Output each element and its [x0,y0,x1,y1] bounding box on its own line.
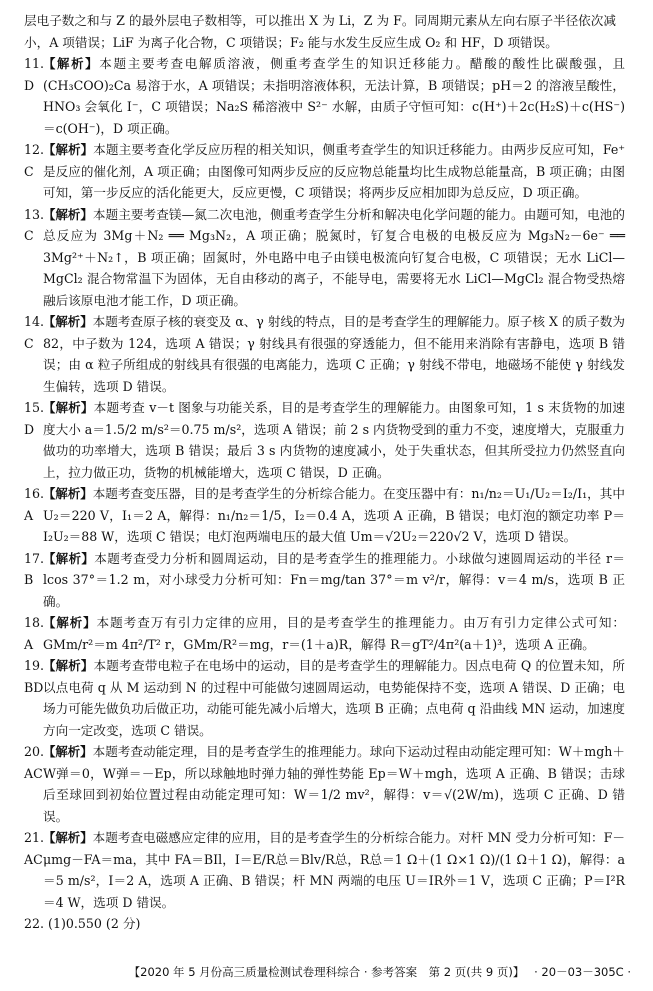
item-text: 本题考查 v－t 图象与功能关系，目的是考查学生的理解能力。由图象可知，1 s 末货物的加速度大小 a＝1.5/2 m/s²＝0.75 m/s²，选项 A 错误；前 2 s 内货物受到的重力不变，速度增大，克服重力做功的功率增大，选项 B 错误；最后 3 s 内货物的速度减小，处于失重状态，但其所受拉力仍然竖直向上，拉力做正功，货物的机械能增大，选项 C 错误，D 正确。 [43,400,626,480]
item-text: 本题主要考查镁—氮二次电池，侧重考查学生分析和解决电化学问题的能力。由题可知，电池的总反应为 3Mg＋N₂ ══ Mg₃N₂，A 项正确；脱氮时，钌复合电极的电极反应为 Mg₃N₂－6e⁻ ══ 3Mg²⁺＋N₂↑，B 项正确；固氮时，外电路中电子由镁电极流向钌复合电极，C 项错误；无水 LiCl—MgCl₂ 混合物常温下为固体，无自由移动的离子，不能导电，需要将无水 LiCl—MgCl₂ 混合物受热熔融后该原电池才能工作，D 项正确。 [43,206,626,308]
item-text: 本题主要考查电解质溶液，侧重考查学生的知识迁移能力。醋酸的酸性比碳酸强，且(CH₃COO)₂Ca 易溶于水，A 项错误；未指明溶液体积，无法计算，B 项错误；pH＝2 的溶液呈酸性，HNO₃ 会氧化 I⁻，C 项错误；Na₂S 稀溶液中 S²⁻ 水解，由质子守恒可知：c(H⁺)＋2c(H₂S)＋c(HS⁻)＝c(OH⁻)，D 项正确。 [43,56,626,136]
analysis-tag: 【解析】 [43,314,93,329]
item-text: 本题考查变压器，目的是考查学生的分析综合能力。在变压器中有：n₁/n₂＝U₁/U₂＝I₂/I₁，其中 U₂＝220 V，I₁＝2 A，解得：n₁/n₂＝1/5，I₂＝0.4 A，选项 A 正确，B 错误；电灯泡的额定功率 P＝I₂U₂＝88 W，选项 C 错误；电灯泡两端电压的最大值 Um＝√2U₂＝220√2 V，选项 D 错误。 [43,486,626,544]
item-number: 19. BD [24,658,45,695]
analysis-tag: 【解析】 [43,615,97,630]
item-number: 15. D [24,400,45,437]
answer-item-14 [24,311,625,397]
answer-item-18 [24,612,625,655]
item-number: 17. B [24,550,45,587]
item-number: 21. AC [24,830,45,867]
item-text: 本题考查带电粒子在电场中的运动，目的是考查学生的理解能力。因点电荷 Q 的位置未知，所以点电荷 q 从 M 运动到 N 的过程中可能做匀速圆周运动，电势能保持不变，选项 A 错误、D 正确；电场力可能先做负功后做正功，动能可能先减小后增大，选项 B 正确；点电荷 q 沿曲线 MN 运动，加速度方向一定改变，选项 C 错误。 [43,658,625,738]
item-text: 本题考查原子核的衰变及 α、γ 射线的特点，目的是考查学生的理解能力。原子核 X 的质子数为 82，中子数为 124，选项 A 错误；γ 射线具有很强的穿透能力，但不能用来消除有害静电，选项 B 错误；由 α 粒子所组成的射线具有很强的电离能力，选项 C 正确；γ 射线不带电，地磁场不能使 γ 射线发生偏转，选项 D 错误。 [43,314,626,394]
answer-item-12 [24,139,625,204]
continued-text-line-1: 层电子数之和与 Z 的最外层电子数相等，可以推出 X 为 Li，Z 为 F。同周期元素从左向右原子半径依次减 [24,13,616,28]
answer-item-16 [24,483,625,548]
analysis-tag: 【解析】 [43,400,94,415]
item-number: 12. C [24,142,45,179]
answer-item-22: 22. (1)0.550 (2 分) [24,916,141,931]
item-text: 本题考查万有引力定律的应用，目的是考查学生的推理能力。由万有引力定律公式可知：GMm/r²＝m 4π²/T² r，GMm/R²＝mg，r＝(1＋a)R，解得 R＝gT²/4π²(a＋1)³，选项 A 正确。 [43,615,626,652]
item-text: 本题考查受力分析和圆周运动，目的是考查学生的推理能力。小球做匀速圆周运动的半径 r＝lcos 37°＝1.2 m，对小球受力分析可知：Fn＝mg/tan 37°＝m v²/r，解得：v＝4 m/s，选项 B 正确。 [43,550,626,609]
item-number: 11. D [24,56,45,93]
answer-item-11 [24,53,625,139]
item-text: 本题主要考查化学反应历程的相关知识，侧重考查学生的知识迁移能力。由两步反应可知，Fe⁺ 是反应的催化剂，A 项正确；由图像可知两步反应的反应物总能量均比生成物总能量高，B 项正确；由图可知，第一步反应的活化能更大，反应更慢，C 项错误；将两步反应相加即为总反应，D 项正确。 [43,142,625,200]
analysis-tag: 【解析】 [43,206,93,222]
footer-title: 【2020 年 5 月份高三质量检测试卷理科综合 · 参考答案 第 2 页(共 9 页)】 [128,965,525,979]
analysis-tag: 【解析】 [43,56,100,71]
analysis-tag: 【解析】 [43,830,93,845]
footer-code: · 20－03－305C · [534,965,631,979]
item-number: 13. C [24,206,45,243]
answer-item-21 [24,827,625,913]
item-number: 18. A [24,615,45,652]
analysis-tag: 【解析】 [43,550,95,566]
analysis-tag: 【解析】 [43,658,94,673]
analysis-tag: 【解析】 [43,486,93,501]
item-number: 16. A [24,486,45,523]
continued-text-line-2: 小，A 项错误；LiF 为离子化合物，C 项错误；F₂ 能与水发生反应生成 O₂ 和 HF，D 项错误。 [24,34,558,50]
item-text: 本题考查电磁感应定律的应用，目的是考查学生的分析综合能力。对杆 MN 受力分析可知：F－μmg－FA＝ma，其中 FA＝BIl，I＝E/R总＝Blv/R总，R总＝1 Ω＋(1 Ω×1 Ω)/(1 Ω＋1 Ω)，解得：a＝5 m/s²，I＝2 A，选项 A 正确、B 错误；杆 MN 两端的电压 U＝IR外＝1 V，选项 C 正确；P＝I²R＝4 W，选项 D 错误。 [43,830,625,910]
answer-item-17 [24,548,625,613]
item-number: 20. AC [24,744,45,781]
analysis-tag: 【解析】 [43,142,94,157]
item-number: 14. C [24,314,45,351]
answer-item-15 [24,397,625,483]
answer-item-19 [24,655,625,741]
answer-item-13 [24,204,625,312]
analysis-tag: 【解析】 [43,744,93,759]
answer-item-20 [24,741,625,827]
item-text: 本题考查动能定理，目的是考查学生的推理能力。球向下运动过程由动能定理可知：W＋mgh＋W弹＝0，W弹＝－Ep，所以球触地时弹力轴的弹性势能 Ep＝W＋mgh，选项 A 正确、B 错误；击球后至球回到初始位置过程由动能定理可知：W＝1/2 mv²，解得：v＝√(2W/m)，选项 C 正确、D 错误。 [43,744,626,824]
